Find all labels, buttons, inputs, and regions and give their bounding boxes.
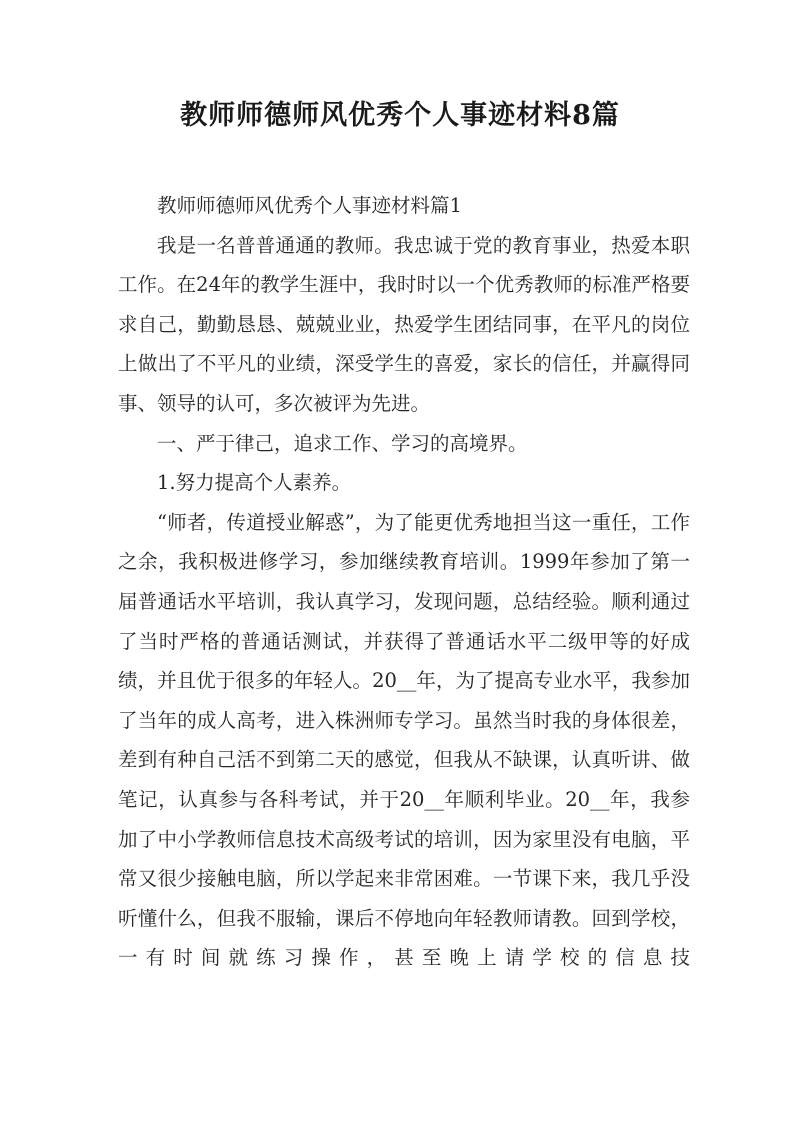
section-heading: 教师师德师风优秀个人事迹材料篇1 <box>157 194 462 217</box>
subheading-1: 一、严于律己，追求工作、学习的高境界。 <box>157 431 528 455</box>
intro-paragraph: 我是一名普普通通的教师。我忠诚于党的教育事业，热爱本职工作。在24年的教学生涯中，我时时以一个优秀教师的标准严格要求自己，勤勤恳恳、兢兢业业，热爱学生团结同事，在平凡的岗位上做出了不平凡的业绩，深受学生的喜爱，家长的信任，并赢得同事、领导的认可，多次被评为先进。 <box>118 233 690 415</box>
document-body <box>118 186 690 978</box>
body-paragraph: “师者，传道授业解惑”，为了能更优秀地担当这一重任，工作之余，我积极进修学习，参加继续教育培训。1999年参加了第一届普通话水平培训，我认真学习，发现问题，总结经验。顺利通过了当时严格的普通话测试，并获得了普通话水平二级甲等的好成绩，并且优于很多的年轻人。20__年，为了提高专业水平，我参加了当年的成人高考，进入株洲师专学习。虽然当时我的身体很差，差到有种自己活不到第二天的感觉，但我从不缺课，认真听讲、做笔记，认真参与各科考试，并于20__年顺利毕业。20__年，我参加了中小学教师信息技术高级考试的培训，因为家里没有电脑，平常又很少接触电脑，所以学起来非常困难。一节课下来，我几乎没听懂什么，但我不服输，课后不停地向年轻教师请教。回到学校，一有时间就练习操作，甚至晚上请学校的信息技 <box>118 510 690 970</box>
subheading-1-1: 1.努力提高个人素养。 <box>157 471 352 495</box>
document-title: 教师师德师风优秀个人事迹材料8篇 <box>180 100 620 131</box>
